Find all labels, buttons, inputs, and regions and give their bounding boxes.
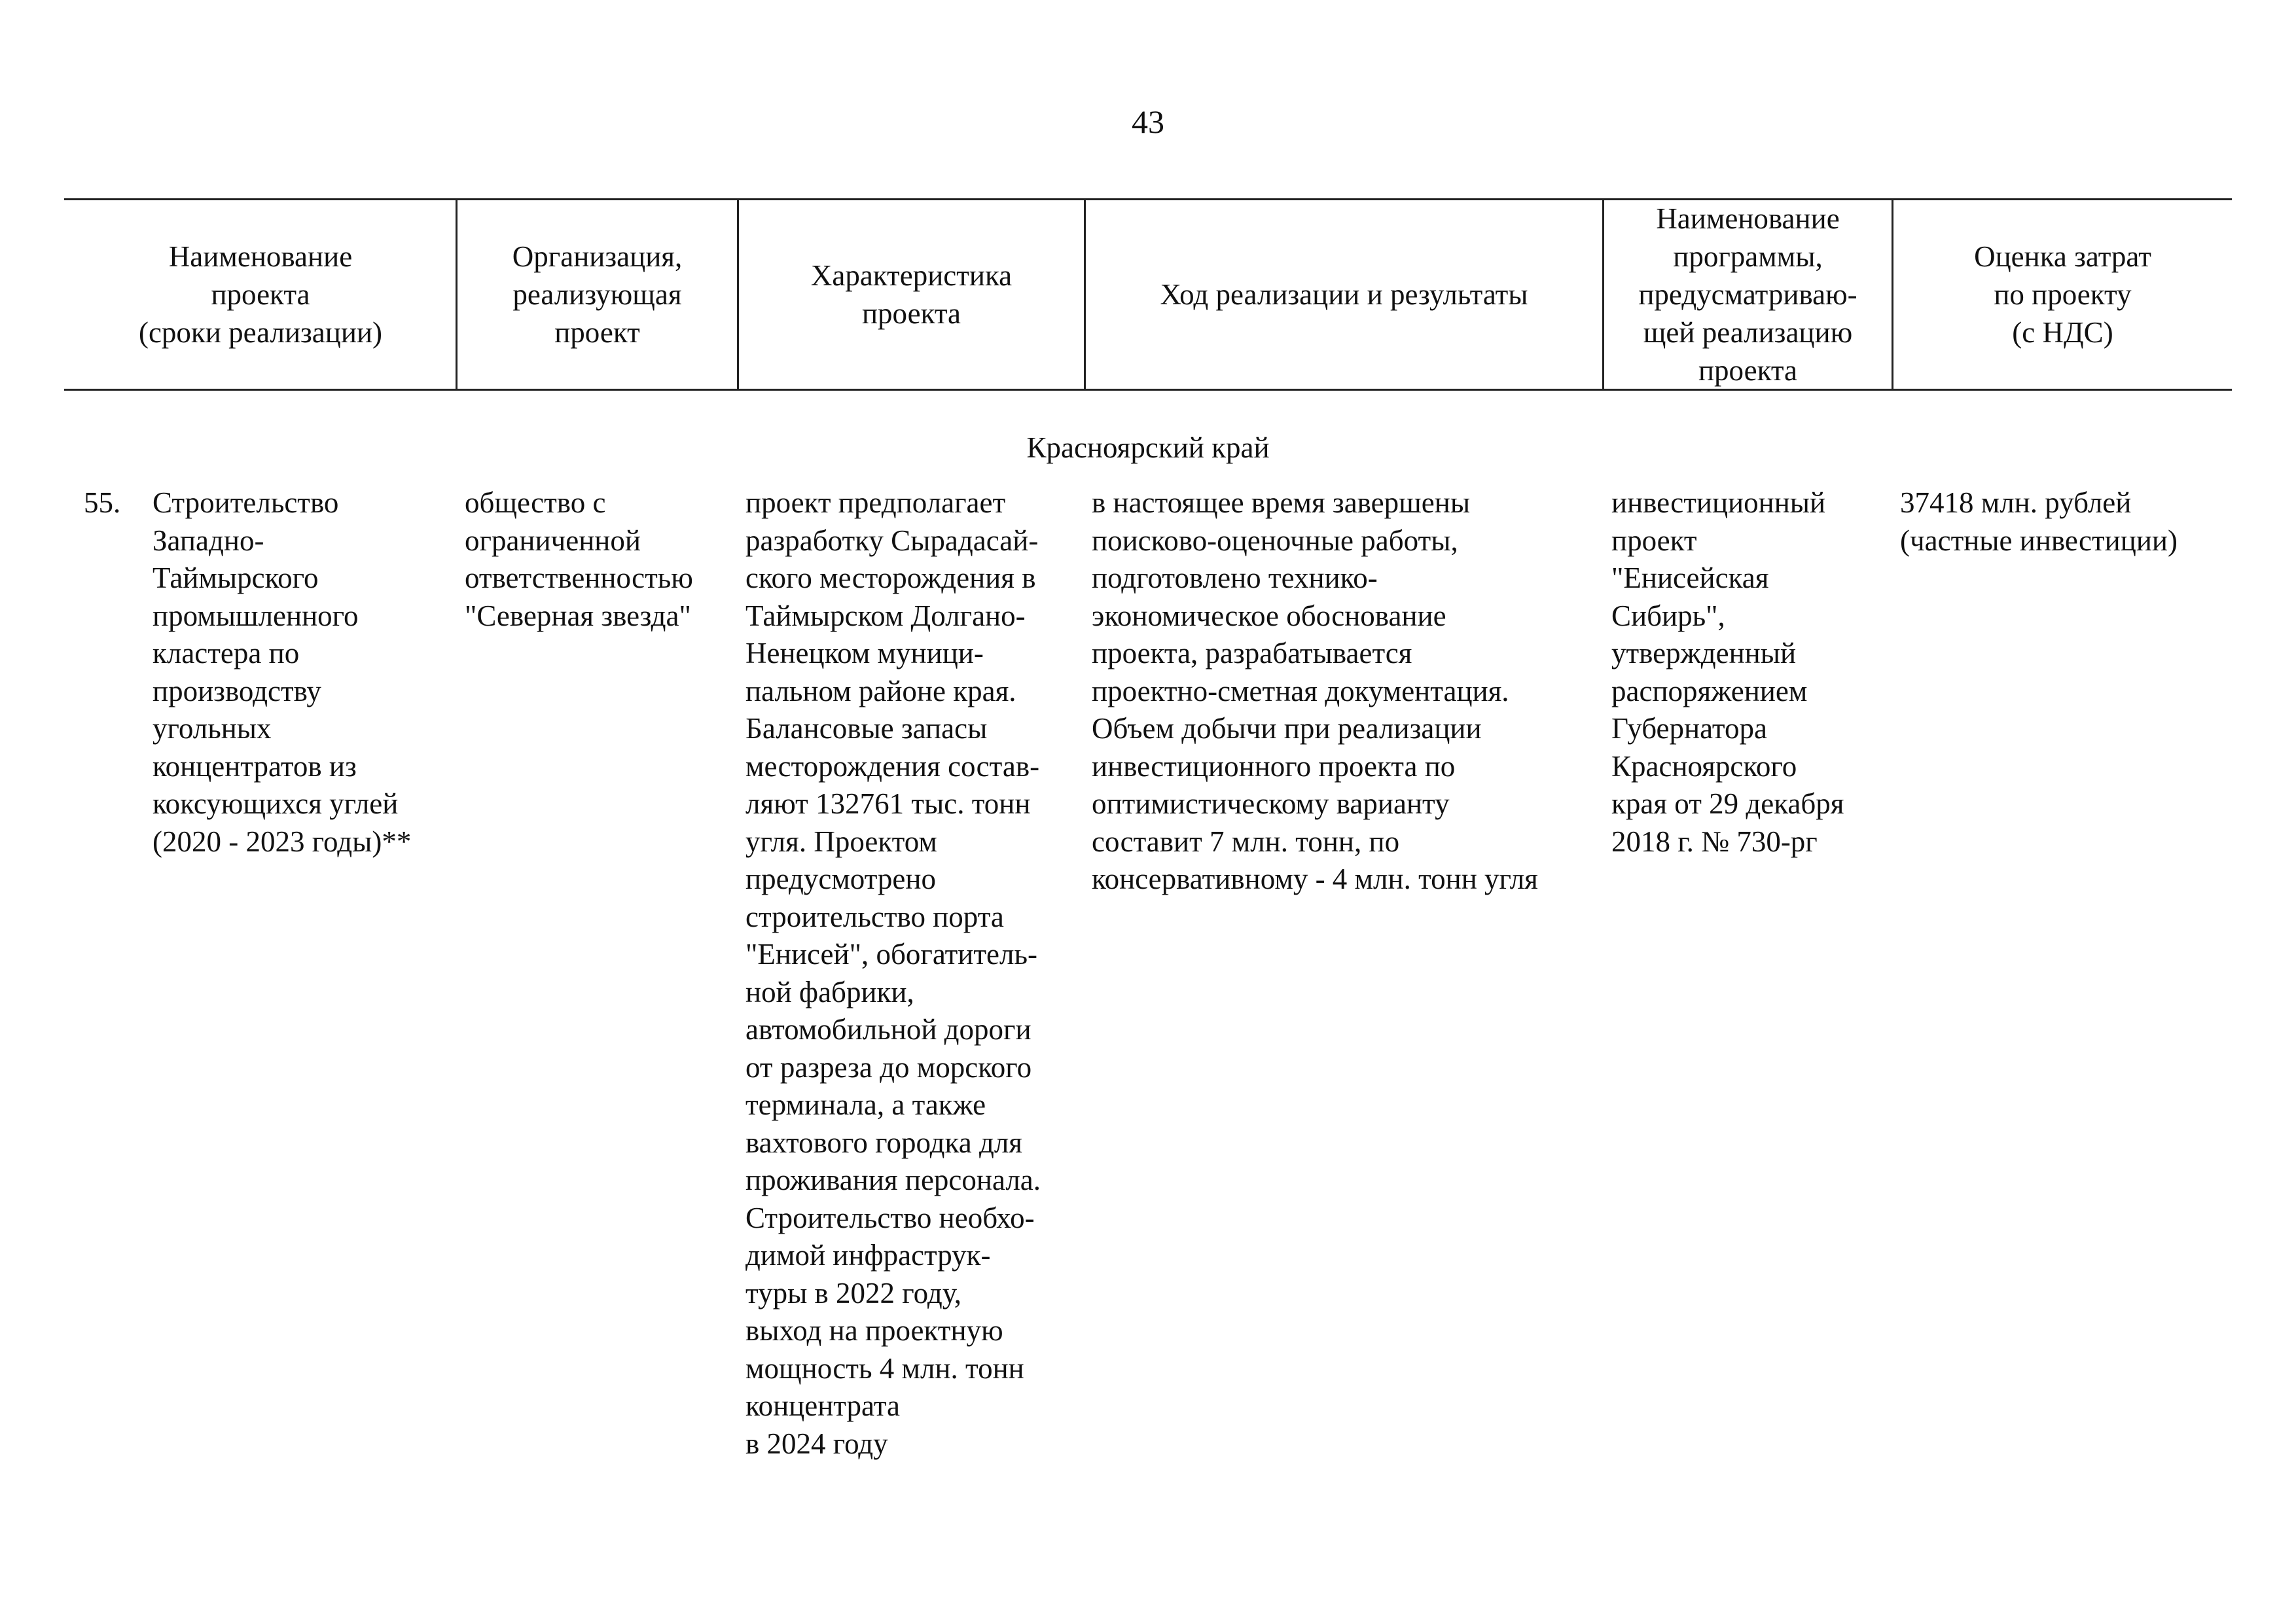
- program-name: инвестиционный проект "Енисейская Сибирь", утвержденный распоряжением Губернатора Красноярского края от 29 декабря 2018 г. № 730-рг: [1611, 486, 1844, 858]
- header-characteristics: Характеристика проекта: [810, 259, 1013, 330]
- project-characteristics: проект предполагает разработку Сырадасай- ского месторождения в Таймырском Долгано- Ненецком муници- пальном районе края. Балансовые запасы месторождения состав- ляют 132761 тыс. тонн угля. Проектом предусмотрено строительство порта "Енисей", обогатитель- ной фабрики, автомобильной дороги от разреза до морского терминала, а также вахтового городка для проживания персонала. Строительство необхо- димой инфраструк- туры в 2022 году, выход на проектную мощность 4 млн. тонн концентрата в 2024 году: [745, 486, 1041, 1460]
- row-number: 55.: [84, 486, 121, 519]
- header-project-name: Наименование проекта (сроки реализации): [138, 240, 383, 349]
- organization: общество с ограниченной ответственностью "Северная звезда": [465, 486, 693, 632]
- header-program: Наименование программы, предусматриваю- щей реализацию проекта: [1638, 202, 1857, 387]
- progress-and-results: в настоящее время завершены поисково-оценочные работы, подготовлено технико- экономическое обоснование проекта, разрабатывается проектно-сметная документация. Объем добычи при реализации инвестиционного проекта по оптимистическому варианту составит 7 млн. тонн, по консервативному - 4 млн. тонн угля: [1092, 486, 1538, 895]
- cost-estimate: 37418 млн. рублей (частные инвестиции): [1900, 486, 2178, 557]
- header-cost: Оценка затрат по проекту (с НДС): [1974, 240, 2151, 349]
- project-name: Строительство Западно- Таймырского промышленного кластера по производству угольных концентратов из коксующихся углей (2020 - 2023 годы)**: [152, 486, 412, 858]
- header-progress: Ход реализации и результаты: [1160, 278, 1528, 311]
- page-number: 43: [1132, 103, 1164, 140]
- region-heading: Красноярский край: [1026, 431, 1270, 464]
- header-organization: Организация, реализующая проект: [512, 240, 683, 349]
